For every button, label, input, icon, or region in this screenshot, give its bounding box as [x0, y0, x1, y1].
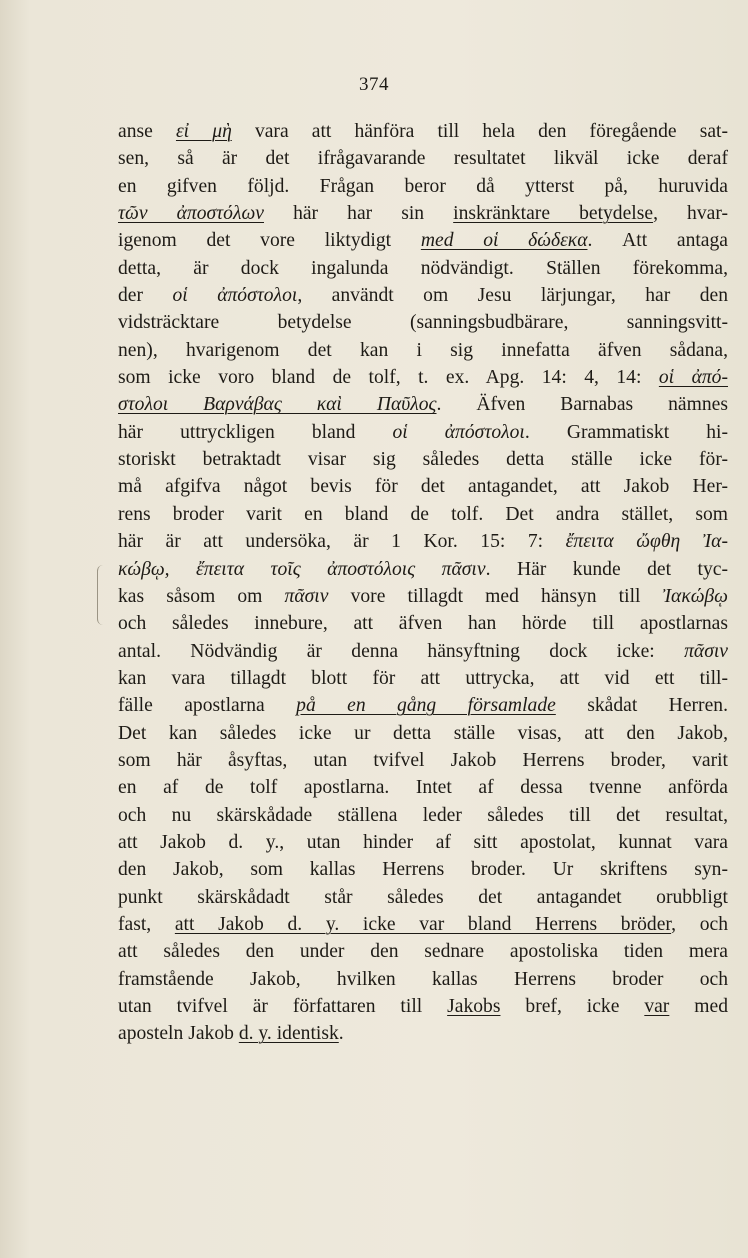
- text-segment: fälle apostlarna: [118, 695, 297, 717]
- text-line: [118, 692, 728, 719]
- text-line: [118, 145, 728, 172]
- text-segment: der: [118, 285, 173, 307]
- text-segment: , hvar-: [653, 203, 728, 225]
- text-segment: . Äfven Barnabas nämnes: [436, 394, 728, 416]
- text-line: [118, 802, 728, 829]
- text-segment: här uttryckligen bland: [118, 421, 393, 443]
- text-segment: , och: [671, 913, 728, 935]
- text-segment: som icke voro bland de tolf, t. ex. Apg. 14: 4, 14:: [118, 367, 659, 389]
- text-segment: vidsträcktare betydelse (sanningsbudbärare, sanningsvitt-: [118, 312, 728, 334]
- text-line: [118, 938, 728, 965]
- text-segment: må afgifva något bevis för det antagandet, att Jakob Her-: [118, 476, 728, 498]
- text-line: [118, 309, 728, 336]
- text-line: [118, 446, 728, 473]
- text-segment: utan tvifvel är författaren till: [118, 996, 448, 1017]
- text-segment: detta, är dock ingalunda nödvändigt. Ställen förekomma,: [118, 257, 728, 279]
- text-line: [118, 720, 728, 747]
- text-segment: skådat Herren.: [555, 695, 728, 717]
- greek-phrase: εἰ μὴ: [175, 121, 232, 142]
- text-segment: här är att undersöka, är 1 Kor. 15: 7:: [118, 531, 566, 553]
- text-line: [118, 747, 728, 774]
- text-segment: en af de tolf apostlarna. Intet af dessa tvenne anförda: [118, 777, 728, 799]
- greek-phrase: οἱ ἀπό-: [658, 367, 728, 389]
- text-segment: vore tillagdt med hänsyn till: [328, 585, 663, 607]
- text-line: [118, 638, 728, 665]
- text-line: [118, 528, 728, 555]
- text-segment: rens broder varit en bland de tolf. Det andra stället, som: [118, 503, 728, 525]
- text-line: [118, 391, 728, 418]
- text-line: [118, 200, 728, 227]
- text-segment: och således innebure, att äfven han hörde till apostlarnas: [118, 613, 728, 635]
- text-line: [118, 856, 728, 883]
- text-line: [118, 610, 728, 637]
- text-segment: att således den under den sednare apostoliska tiden mera: [118, 941, 728, 963]
- text-segment: som här åsyftas, utan tvifvel Jakob Herrens broder, varit: [118, 749, 728, 771]
- text-segment: fast,: [118, 913, 175, 935]
- text-segment: den Jakob, som kallas Herrens broder. Ur skriftens syn-: [118, 859, 728, 881]
- text-line: [118, 501, 728, 528]
- text-line: [118, 282, 728, 309]
- greek-phrase: med οἱ δώδεκα: [420, 230, 588, 252]
- text-line: [118, 364, 728, 391]
- text-segment: anse: [118, 121, 176, 142]
- greek-phrase: πᾶσιν: [684, 640, 728, 662]
- text-segment: punkt skärskådadt står således det antagandet orubbligt: [118, 886, 728, 908]
- body-text: [118, 118, 728, 1048]
- text-line: [118, 118, 728, 145]
- text-line: [118, 419, 728, 446]
- text-line: [118, 665, 728, 692]
- text-segment: vara att hänföra till hela den föregående sat-: [231, 121, 728, 142]
- text-segment: Det kan således icke ur detta ställe visas, att den Jakob,: [118, 722, 728, 744]
- text-segment: framstående Jakob, hvilken kallas Herrens broder och: [118, 968, 728, 990]
- text-line: [118, 774, 728, 801]
- text-segment: . Här kunde det tyc-: [485, 558, 728, 580]
- text-line: [118, 966, 728, 993]
- text-segment: . Grammatiskt hi-: [524, 421, 728, 443]
- text-line: [118, 911, 728, 938]
- text-segment: antal. Nödvändig är denna hänsyftning dock icke:: [118, 640, 685, 662]
- text-segment: med: [669, 996, 728, 1017]
- text-segment: storiskt betraktadt visar sig således detta ställe icke för-: [118, 449, 728, 471]
- margin-pencil-mark: [97, 565, 104, 625]
- text-segment: bref, icke: [500, 996, 645, 1017]
- text-segment: nen), hvarigenom det kan i sig innefatta äfven sådana,: [118, 339, 728, 361]
- text-line: [118, 993, 728, 1020]
- text-segment: , användt om Jesu lärjungar, har den: [297, 285, 728, 307]
- text-line: [118, 473, 728, 500]
- text-line: [118, 1020, 728, 1047]
- text-segment: igenom det vore liktydigt: [118, 230, 421, 252]
- text-segment: var: [644, 996, 670, 1017]
- text-line: [118, 884, 728, 911]
- text-line: [118, 583, 728, 610]
- greek-phrase: τῶν ἀποστόλων: [118, 203, 264, 225]
- greek-phrase: οἱ ἀπόστολοι: [392, 421, 525, 443]
- greek-phrase: på en gång församlade: [296, 695, 556, 717]
- text-line: [118, 173, 728, 200]
- text-segment: aposteln Jakob: [118, 1023, 239, 1045]
- text-segment: Jakobs: [447, 996, 501, 1017]
- text-segment: inskränktare betydelse: [453, 203, 654, 225]
- greek-phrase: πᾶσιν: [284, 585, 329, 607]
- greek-phrase: ἔπειτα ὤφθη Ἰα-: [565, 531, 728, 553]
- text-line: [118, 829, 728, 856]
- text-segment: . Att antaga: [587, 230, 728, 252]
- text-segment: .: [338, 1023, 344, 1045]
- text-line: [118, 337, 728, 364]
- text-segment: och nu skärskådade ställena leder således till det resultat,: [118, 804, 728, 826]
- text-segment: att Jakob d. y., utan hinder af sitt apostolat, kunnat vara: [118, 831, 728, 853]
- text-segment: här har sin: [264, 203, 454, 225]
- text-segment: d. y. identisk: [238, 1023, 339, 1045]
- text-segment: en gifven följd. Frågan beror då ytterst på, huruvida: [118, 175, 728, 197]
- text-segment: sen, så är det ifrågavarande resultatet likväl icke deraf: [118, 148, 728, 170]
- greek-phrase: στολοι Βαρνάβας καὶ Παῦλος: [118, 394, 437, 416]
- text-segment: kas såsom om: [118, 585, 285, 607]
- text-segment: att Jakob d. y. icke var bland Herrens bröder: [174, 913, 672, 935]
- greek-phrase: οἱ ἀπόστολοι: [172, 285, 298, 307]
- page-number: 374: [359, 74, 389, 95]
- text-line: [118, 227, 728, 254]
- text-segment: kan vara tillagdt blott för att uttrycka, att vid ett till-: [118, 667, 728, 689]
- text-line: [118, 556, 728, 583]
- text-line: [118, 255, 728, 282]
- greek-phrase: κώβῳ, ἔπειτα τοῖς ἀποστόλοις πᾶσιν: [118, 558, 486, 580]
- greek-phrase: Ἰακώβῳ: [662, 585, 728, 607]
